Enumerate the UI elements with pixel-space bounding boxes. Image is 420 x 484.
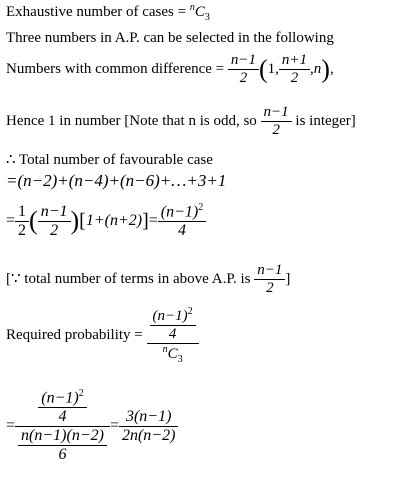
- fraction-one-half: [15, 203, 29, 240]
- line-hence-note: [6, 104, 356, 139]
- compound-fraction: [15, 388, 110, 464]
- numerator: 3(n−1): [119, 408, 178, 427]
- probability-label: Required probability =: [6, 326, 147, 343]
- line-three-numbers: Three numbers in A.P. can be selected in the following: [6, 30, 334, 46]
- exponent: 2: [187, 306, 193, 317]
- common-diff-text: Numbers with common difference =: [6, 60, 228, 77]
- fraction-n-minus-1-over-2: [38, 203, 71, 240]
- denominator: 2: [18, 221, 27, 239]
- denominator: 2: [239, 70, 248, 86]
- bracket-content: 1+(n+2): [85, 211, 143, 229]
- denominator: 4: [168, 326, 177, 342]
- exponent: 2: [198, 202, 204, 213]
- denominator: 2: [50, 221, 59, 239]
- numerator: (n−1): [41, 389, 79, 407]
- numerator: (n−1): [152, 308, 188, 324]
- numerator: n−1: [228, 52, 259, 70]
- equals-2: =: [109, 416, 119, 434]
- denominator: 2: [266, 280, 274, 296]
- fraction-n-minus-1-squared-over-4: [38, 388, 86, 426]
- line-required-probability: [6, 306, 199, 365]
- ncr-superscript: n: [162, 344, 168, 355]
- favourable-text: Total number of favourable case: [15, 152, 213, 168]
- ncr-superscript: n: [189, 2, 195, 13]
- because-text: [∵ total number of terms in above A.P. is: [6, 270, 255, 287]
- fraction-n-minus-1-squared-over-4: [150, 306, 196, 343]
- fraction-n-minus-1-over-2: [228, 52, 259, 87]
- fraction-n-plus-1-over-2: [279, 52, 310, 87]
- numerator: n+1: [279, 52, 310, 70]
- numerator: n−1: [261, 104, 292, 122]
- ncr-c: C: [194, 4, 205, 20]
- exhaustive-text: Exhaustive number of cases =: [6, 4, 190, 20]
- numerator: n−1: [38, 203, 71, 222]
- therefore-symbol: ∴: [6, 152, 16, 168]
- fraction-n-minus-1-over-2: [254, 262, 285, 297]
- numerator: (n−1): [160, 203, 199, 221]
- fraction-n-minus-1-over-2: [261, 104, 292, 139]
- equals: =: [6, 211, 16, 229]
- tuple-first: 1: [267, 60, 276, 77]
- fraction-n-minus-1-squared-over-4: [158, 202, 206, 240]
- denominator: 6: [58, 446, 67, 464]
- line-sum-result: = $\frac{1}{2}$ ( $\frac{n-1}{2}$ )[1+(n+2)]= $\frac{(n-1)^2}{4}$: [6, 202, 206, 240]
- note-pre: Hence 1 in number [Note that n is odd, so: [6, 112, 261, 129]
- note-post: is integer]: [291, 112, 356, 129]
- numerator: n−1: [254, 262, 285, 280]
- line-final-result: [6, 388, 178, 464]
- line-total-terms: [6, 262, 290, 297]
- ncr-subscript: 3: [204, 12, 210, 23]
- line-common-difference: Numbers with common difference = $\frac{n-1}{2}$ (1, $\frac{n+1}{2}$ ,n),: [6, 52, 334, 86]
- line-exhaustive-cases: [6, 2, 210, 23]
- fraction-product-over-6: [18, 427, 107, 464]
- ncr-subscript: 3: [177, 354, 183, 365]
- fraction-final: [119, 408, 178, 445]
- denominator: 2n(n−2): [121, 426, 176, 444]
- denominator: 2: [272, 122, 280, 138]
- exponent: 2: [78, 388, 84, 399]
- line-sum-expression: =(n−2)+(n−4)+(n−6)+…+3+1: [6, 171, 227, 190]
- denominator: 4: [178, 222, 187, 240]
- ncr-c: C: [167, 346, 178, 362]
- compound-fraction: [147, 306, 199, 365]
- close-bracket: ]: [285, 270, 291, 287]
- numerator: 1: [15, 203, 29, 222]
- tuple-last: n: [313, 60, 322, 77]
- numerator: n(n−1)(n−2): [18, 427, 107, 446]
- denominator: 4: [58, 408, 67, 426]
- line-total-favourable: [6, 150, 213, 169]
- denominator: 2: [290, 70, 299, 86]
- equals: =: [6, 416, 16, 434]
